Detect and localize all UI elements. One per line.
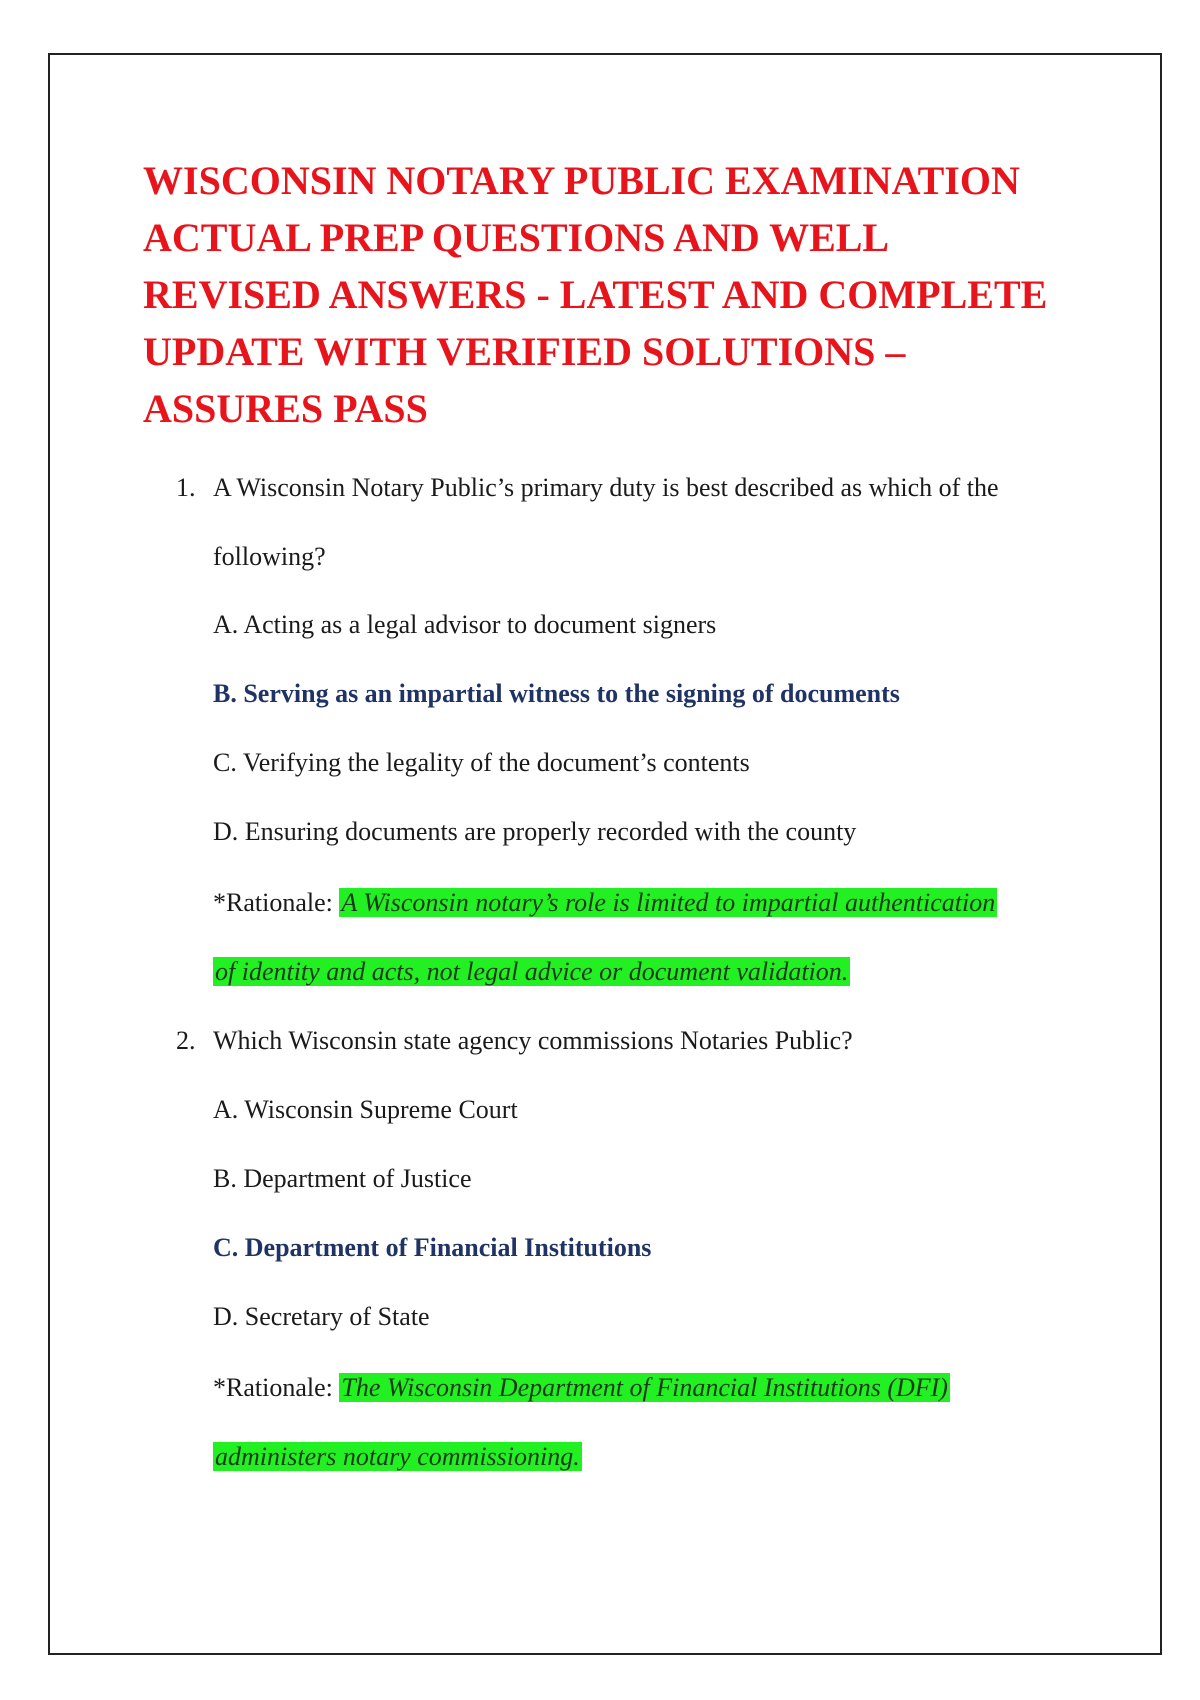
- question-1-rationale-continued: [213, 955, 850, 989]
- question-1-option-d: D. Ensuring documents are properly recorded with the county: [213, 817, 857, 846]
- rationale-label: *Rationale:: [213, 888, 333, 917]
- rationale-highlight: of identity and acts, not legal advice or document validation.: [215, 957, 849, 986]
- title-line: UPDATE WITH VERIFIED SOLUTIONS –: [143, 329, 906, 374]
- question-2-option-c-correct: C. Department of Financial Institutions: [213, 1233, 652, 1262]
- question-1-rationale: [213, 886, 997, 920]
- question-1-option-a: A. Acting as a legal advisor to document signers: [213, 610, 717, 639]
- rationale-highlight: The Wisconsin Department of Financial Institutions (DFI): [341, 1373, 948, 1402]
- question-2-option-a: A. Wisconsin Supreme Court: [213, 1095, 518, 1124]
- question-1-option-c: C. Verifying the legality of the document’s contents: [213, 748, 750, 777]
- question-1-option-b-correct: B. Serving as an impartial witness to the signing of documents: [213, 679, 900, 708]
- title-line: WISCONSIN NOTARY PUBLIC EXAMINATION: [143, 158, 1020, 203]
- rationale-label: *Rationale:: [213, 1373, 333, 1402]
- title-line: ASSURES PASS: [143, 386, 428, 431]
- question-1-stem-continued: following?: [213, 542, 326, 571]
- question-2-rationale-continued: [213, 1440, 582, 1474]
- rationale-highlight: A Wisconsin notary’s role is limited to impartial authentication: [341, 888, 996, 917]
- question-2-option-b: B. Department of Justice: [213, 1164, 472, 1193]
- question-2-rationale: [213, 1371, 950, 1405]
- document-title: [143, 152, 1073, 437]
- question-1-number: 1.: [176, 473, 196, 502]
- question-2-stem: Which Wisconsin state agency commissions Notaries Public?: [213, 1026, 853, 1055]
- title-line: ACTUAL PREP QUESTIONS AND WELL: [143, 215, 890, 260]
- question-2-number: 2.: [176, 1026, 196, 1055]
- title-line: REVISED ANSWERS - LATEST AND COMPLETE: [143, 272, 1048, 317]
- question-2-option-d: D. Secretary of State: [213, 1302, 430, 1331]
- question-1-stem: A Wisconsin Notary Public’s primary duty is best described as which of the: [213, 473, 999, 502]
- rationale-highlight: administers notary commissioning.: [215, 1442, 580, 1471]
